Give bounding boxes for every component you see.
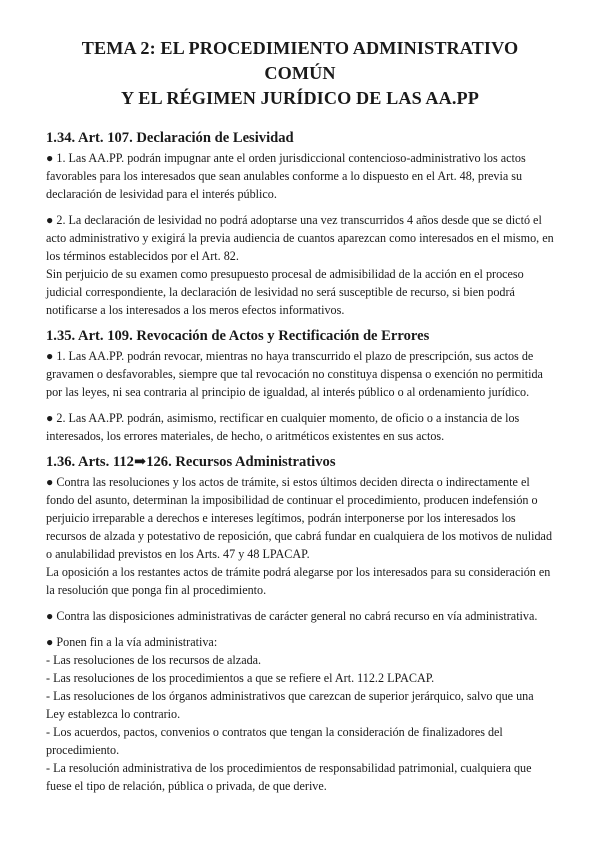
title-line-1: TEMA 2: EL PROCEDIMIENTO ADMINISTRATIVO COMÚN xyxy=(81,38,519,83)
section-revocacion xyxy=(46,327,554,445)
paragraph: ● 2. La declaración de lesividad no podrá adoptarse una vez transcurridos 4 años desde que se dictó el acto administrativo y exigirá la previa audiencia de cuantos aparezcan como interesados en el mismo, en los términos establecidos por el Art. 82. xyxy=(46,213,554,263)
section-lesividad xyxy=(46,129,554,319)
list-item: - Las resoluciones de los órganos administrativos que carezcan de superior jerárquico, salvo que una Ley establezca lo contrario. xyxy=(46,689,534,721)
paragraph: ● Ponen fin a la vía administrativa: xyxy=(46,635,218,649)
section-heading: 1.36. Arts. 112➡126. Recursos Administrativos xyxy=(46,454,336,470)
list-item: - Los acuerdos, pactos, convenios o contratos que tengan la consideración de finalizadores del procedimiento. xyxy=(46,725,503,757)
section-heading: 1.34. Art. 107. Declaración de Lesividad xyxy=(46,130,294,146)
section-heading: 1.35. Art. 109. Revocación de Actos y Rectificación de Errores xyxy=(46,328,430,344)
list-item: - La resolución administrativa de los procedimientos de responsabilidad patrimonial, cualquiera que fuese el tipo de relación, pública o privada, de que derive. xyxy=(46,761,532,793)
paragraph: ● 2. Las AA.PP. podrán, asimismo, rectificar en cualquier momento, de oficio o a instancia de los interesados, los errores materiales, de hecho, o aritméticos existentes en sus actos. xyxy=(46,411,520,443)
paragraph: ● Contra las disposiciones administrativas de carácter general no cabrá recurso en vía administrativa. xyxy=(46,609,538,623)
paragraph: ● 1. Las AA.PP. podrán impugnar ante el orden jurisdiccional contencioso-administrativo los actos favorables para los interesados que sean anulables conforme a lo dispuesto en el Art. 48, previa su declaración de lesividad para el interés público. xyxy=(46,151,526,201)
paragraph: ● 1. Las AA.PP. podrán revocar, mientras no haya transcurrido el plazo de prescripción, sus actos de gravamen o desfavorables, siempre que tal revocación no constituya dispensa o exención no permitida por las leyes, ni sea contraria al principio de igualdad, al interés público o al ordenamiento jurídico. xyxy=(46,349,543,399)
title-line-2: Y EL RÉGIMEN JURÍDICO DE LAS AA.PP xyxy=(121,88,479,108)
paragraph: Sin perjuicio de su examen como presupuesto procesal de admisibilidad de la acción en el proceso judicial correspondiente, la declaración de lesividad no será susceptible de recurso, si bien podrá notificarse a los interesados a los meros efectos informativos. xyxy=(46,267,524,317)
paragraph: ● Contra las resoluciones y los actos de trámite, si estos últimos deciden directa o indirectamente el fondo del asunto, determinan la imposibilidad de continuar el procedimiento, producen indefensión o perjuicio irreparable a derechos e intereses legítimos, podrán interponerse por los interesados los recursos de alzada y potestativo de reposición, que cabrá fundar en cualquiera de los motivos de nulidad o anulabilidad previstos en los Arts. 47 y 48 LPACAP. xyxy=(46,475,553,561)
list-item: - Las resoluciones de los procedimientos a que se refiere el Art. 112.2 LPACAP. xyxy=(46,671,435,685)
page-title xyxy=(46,36,554,111)
list-item: - Las resoluciones de los recursos de alzada. xyxy=(46,653,262,667)
paragraph: La oposición a los restantes actos de trámite podrá alegarse por los interesados para su consideración en la resolución que ponga fin al procedimiento. xyxy=(46,565,551,597)
section-recursos xyxy=(46,453,554,795)
